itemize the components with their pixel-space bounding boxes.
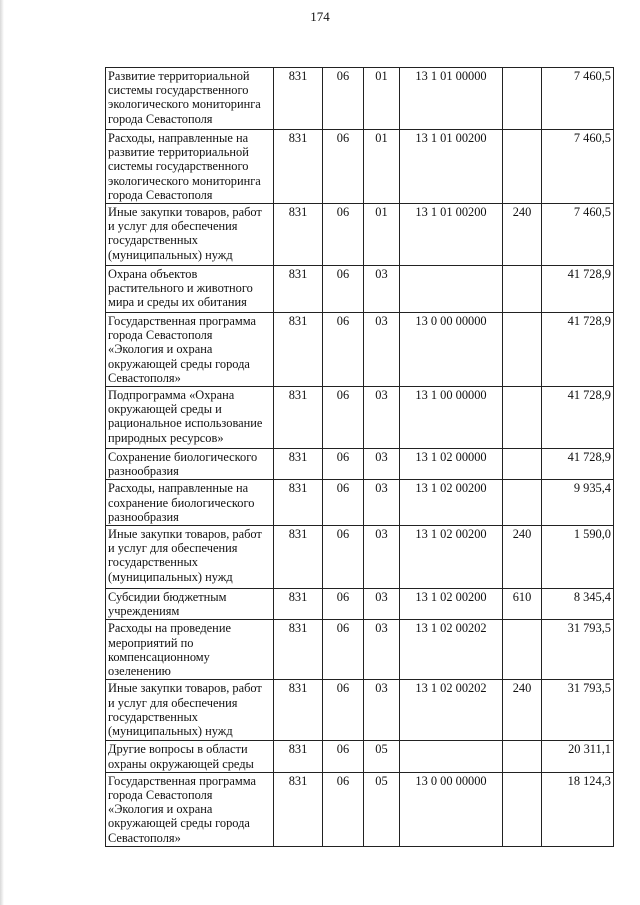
cell-amount: 31 793,5: [542, 680, 614, 741]
cell-name: Государственная программа города Севастополя «Экология и охрана окружающей среды города Севастополя»: [106, 772, 274, 846]
cell-expense-type-code: [503, 480, 542, 526]
cell-target-code: 13 1 01 00200: [400, 130, 503, 204]
cell-name: Подпрограмма «Охрана окружающей среды и рациональное использование природных ресурсов»: [106, 387, 274, 449]
cell-name: Сохранение биологического разнообразия: [106, 449, 274, 480]
cell-subsection-code: 03: [364, 589, 400, 620]
cell-expense-type-code: [503, 449, 542, 480]
cell-subsection-code: 03: [364, 620, 400, 680]
cell-section-code: 06: [323, 204, 364, 266]
table-row: [106, 526, 614, 589]
cell-subsection-code: 03: [364, 266, 400, 313]
table-row: [106, 741, 614, 772]
table-row: [106, 620, 614, 680]
cell-name: Иные закупки товаров, работ и услуг для обеспечения государственных (муниципальных) нужд: [106, 680, 274, 741]
cell-target-code: 13 0 00 00000: [400, 772, 503, 846]
cell-name: Охрана объектов растительного и животного мира и среды их обитания: [106, 266, 274, 313]
cell-name: Иные закупки товаров, работ и услуг для обеспечения государственных (муниципальных) нужд: [106, 204, 274, 266]
cell-amount: 18 124,3: [542, 772, 614, 846]
cell-name: Субсидии бюджетным учреждениям: [106, 589, 274, 620]
cell-subsection-code: 03: [364, 387, 400, 449]
cell-expense-type-code: [503, 741, 542, 772]
cell-subsection-code: 05: [364, 741, 400, 772]
cell-ministry-code: 831: [274, 772, 323, 846]
cell-target-code: [400, 266, 503, 313]
cell-amount: 7 460,5: [542, 68, 614, 130]
cell-subsection-code: 01: [364, 204, 400, 266]
table-row: [106, 589, 614, 620]
cell-ministry-code: 831: [274, 680, 323, 741]
budget-table-body: [106, 68, 614, 847]
cell-amount: 1 590,0: [542, 526, 614, 589]
cell-expense-type-code: [503, 620, 542, 680]
budget-table: [105, 67, 614, 847]
cell-expense-type-code: [503, 68, 542, 130]
cell-target-code: [400, 741, 503, 772]
cell-ministry-code: 831: [274, 130, 323, 204]
cell-target-code: 13 1 02 00000: [400, 449, 503, 480]
cell-section-code: 06: [323, 620, 364, 680]
cell-section-code: 06: [323, 772, 364, 846]
cell-amount: 7 460,5: [542, 130, 614, 204]
cell-amount: 41 728,9: [542, 387, 614, 449]
table-row: [106, 680, 614, 741]
cell-expense-type-code: 240: [503, 680, 542, 741]
cell-expense-type-code: [503, 130, 542, 204]
cell-name: Государственная программа города Севастополя «Экология и охрана окружающей среды города Севастополя»: [106, 313, 274, 387]
cell-target-code: 13 0 00 00000: [400, 313, 503, 387]
cell-section-code: 06: [323, 130, 364, 204]
cell-ministry-code: 831: [274, 204, 323, 266]
table-row: [106, 449, 614, 480]
cell-amount: 41 728,9: [542, 449, 614, 480]
cell-section-code: 06: [323, 266, 364, 313]
cell-target-code: 13 1 01 00000: [400, 68, 503, 130]
cell-amount: 41 728,9: [542, 313, 614, 387]
cell-amount: 20 311,1: [542, 741, 614, 772]
table-row: [106, 266, 614, 313]
page-number: 174: [310, 9, 330, 24]
cell-target-code: 13 1 02 00200: [400, 589, 503, 620]
cell-section-code: 06: [323, 449, 364, 480]
cell-ministry-code: 831: [274, 741, 323, 772]
cell-section-code: 06: [323, 387, 364, 449]
cell-target-code: 13 1 02 00200: [400, 480, 503, 526]
cell-ministry-code: 831: [274, 68, 323, 130]
cell-target-code: 13 1 00 00000: [400, 387, 503, 449]
cell-section-code: 06: [323, 741, 364, 772]
cell-subsection-code: 01: [364, 130, 400, 204]
cell-subsection-code: 03: [364, 449, 400, 480]
cell-subsection-code: 03: [364, 680, 400, 741]
cell-name: Расходы, направленные на сохранение биологического разнообразия: [106, 480, 274, 526]
cell-expense-type-code: [503, 266, 542, 313]
cell-section-code: 06: [323, 68, 364, 130]
cell-subsection-code: 03: [364, 526, 400, 589]
table-row: [106, 480, 614, 526]
table-row: [106, 387, 614, 449]
cell-expense-type-code: [503, 313, 542, 387]
cell-subsection-code: 01: [364, 68, 400, 130]
cell-subsection-code: 03: [364, 313, 400, 387]
cell-ministry-code: 831: [274, 480, 323, 526]
table-row: [106, 68, 614, 130]
cell-amount: 7 460,5: [542, 204, 614, 266]
cell-amount: 31 793,5: [542, 620, 614, 680]
cell-expense-type-code: 240: [503, 526, 542, 589]
cell-section-code: 06: [323, 680, 364, 741]
cell-amount: 8 345,4: [542, 589, 614, 620]
cell-subsection-code: 05: [364, 772, 400, 846]
table-row: [106, 772, 614, 846]
cell-ministry-code: 831: [274, 589, 323, 620]
cell-name: Развитие территориальной системы государственного экологического мониторинга города Севастополя: [106, 68, 274, 130]
cell-ministry-code: 831: [274, 313, 323, 387]
cell-subsection-code: 03: [364, 480, 400, 526]
cell-expense-type-code: 240: [503, 204, 542, 266]
cell-target-code: 13 1 01 00200: [400, 204, 503, 266]
cell-ministry-code: 831: [274, 387, 323, 449]
cell-amount: 41 728,9: [542, 266, 614, 313]
cell-target-code: 13 1 02 00202: [400, 680, 503, 741]
cell-name: Расходы, направленные на развитие территориальной системы государственного экологического мониторинга города Севастополя: [106, 130, 274, 204]
cell-section-code: 06: [323, 313, 364, 387]
cell-target-code: 13 1 02 00202: [400, 620, 503, 680]
cell-section-code: 06: [323, 480, 364, 526]
cell-expense-type-code: [503, 772, 542, 846]
table-row: [106, 313, 614, 387]
cell-name: Другие вопросы в области охраны окружающей среды: [106, 741, 274, 772]
cell-expense-type-code: [503, 387, 542, 449]
scan-edge-shadow: [0, 0, 4, 905]
cell-ministry-code: 831: [274, 449, 323, 480]
cell-target-code: 13 1 02 00200: [400, 526, 503, 589]
cell-amount: 9 935,4: [542, 480, 614, 526]
cell-ministry-code: 831: [274, 526, 323, 589]
cell-name: Иные закупки товаров, работ и услуг для обеспечения государственных (муниципальных) нужд: [106, 526, 274, 589]
table-row: [106, 130, 614, 204]
cell-section-code: 06: [323, 589, 364, 620]
cell-expense-type-code: 610: [503, 589, 542, 620]
table-row: [106, 204, 614, 266]
cell-section-code: 06: [323, 526, 364, 589]
cell-ministry-code: 831: [274, 266, 323, 313]
cell-name: Расходы на проведение мероприятий по компенсационному озеленению: [106, 620, 274, 680]
cell-ministry-code: 831: [274, 620, 323, 680]
